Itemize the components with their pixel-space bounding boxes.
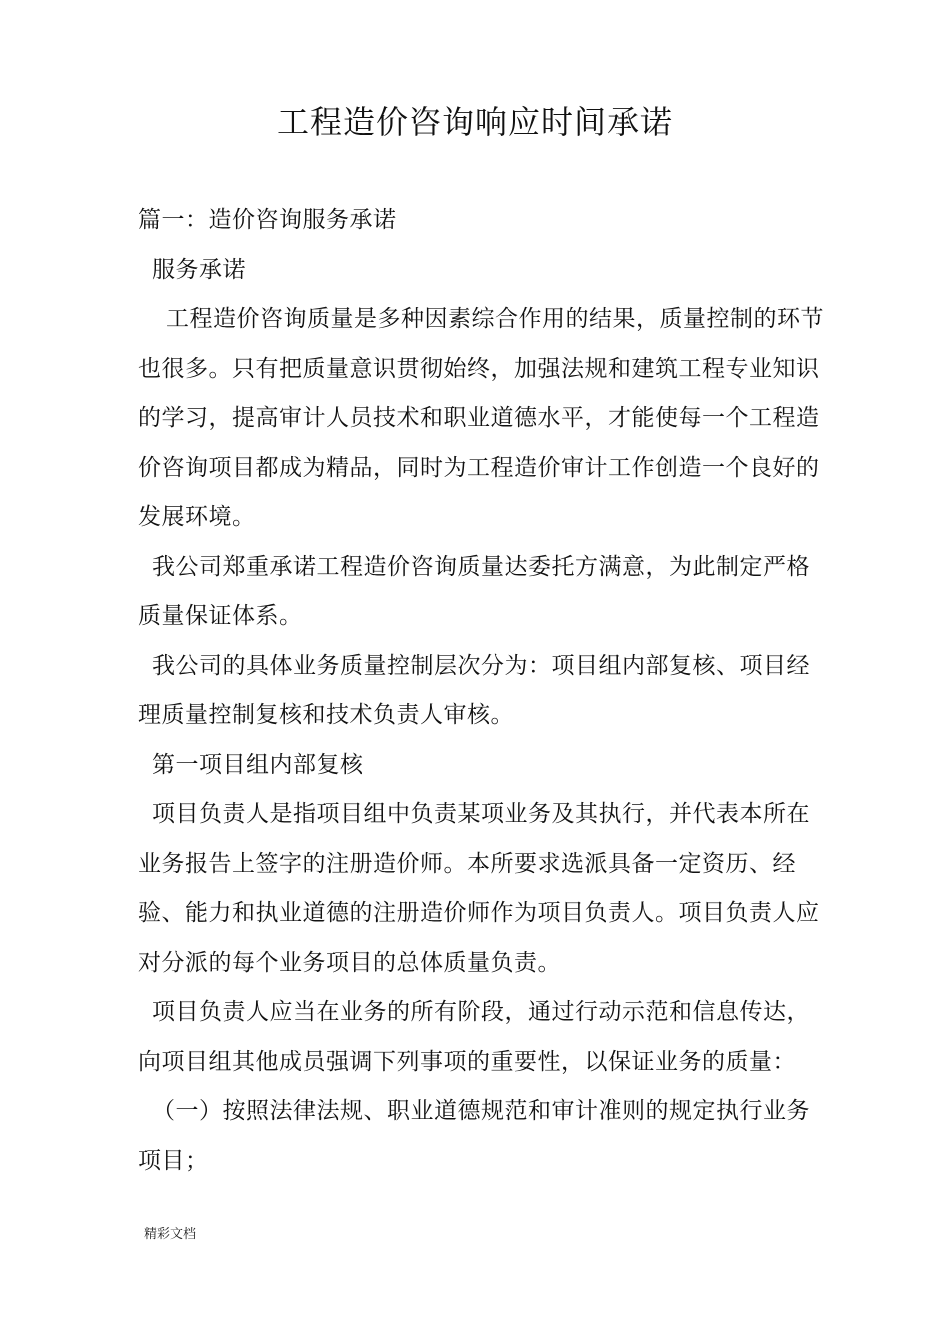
- paragraph-company-commitment: 我公司郑重承诺工程造价咨询质量达委托方满意，为此制定严格质量保证体系。: [138, 553, 810, 629]
- paragraph-project-lead-duties: 项目负责人应当在业务的所有阶段，通过行动示范和信息传达，向项目组其他成员强调下列事项的重要性，以保证业务的质量：: [138, 999, 810, 1075]
- subheading-internal-review: 第一项目组内部复核: [152, 751, 364, 778]
- subheading-service-commitment: 服务承诺: [152, 256, 246, 283]
- section-heading: 篇一：造价咨询服务承诺: [138, 207, 397, 233]
- list-item-1: （一）按照法律法规、职业道德规范和审计准则的规定执行业务项目；: [138, 1098, 810, 1174]
- document-title: 工程造价咨询响应时间承诺: [276, 103, 673, 141]
- footer-watermark: 精彩文档: [144, 1227, 197, 1242]
- document-body: [138, 196, 828, 1186]
- paragraph-quality-intro: 工程造价咨询质量是多种因素综合作用的结果，质量控制的环节也很多。只有把质量意识贯彻始终，加强法规和建筑工程专业知识的学习，提高审计人员技术和职业道德水平，才能使每一个工程造价咨询项目都成为精品，同时为工程造价审计工作创造一个良好的发展环境。: [138, 306, 824, 530]
- paragraph-control-levels: 我公司的具体业务质量控制层次分为：项目组内部复核、项目经理质量控制复核和技术负责人审核。: [138, 652, 810, 728]
- paragraph-project-lead: 项目负责人是指项目组中负责某项业务及其执行，并代表本所在业务报告上签字的注册造价师。本所要求选派具备一定资历、经验、能力和执业道德的注册造价师作为项目负责人。项目负责人应对分派的每个业务项目的总体质量负责。: [138, 801, 820, 976]
